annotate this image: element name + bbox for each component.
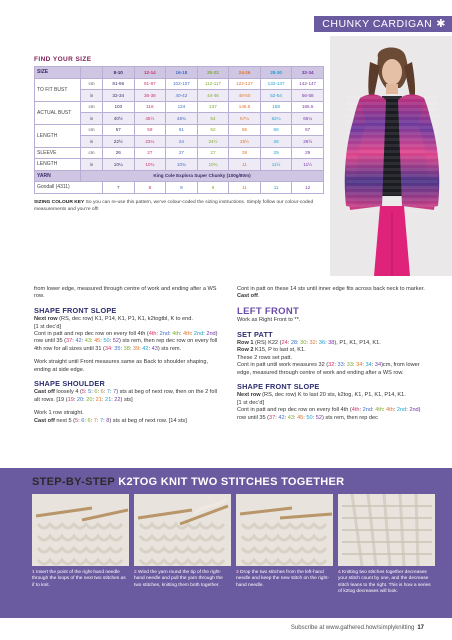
unit-cell: in <box>81 136 103 148</box>
size-value: 2nd <box>159 331 169 338</box>
size-table-heading: FIND YOUR SIZE <box>34 56 92 63</box>
value-cell: 10¼ <box>103 159 135 171</box>
size-value: 6 <box>94 389 98 396</box>
unit-cell: cm <box>81 78 103 90</box>
step-number: 4 <box>338 570 341 575</box>
value-cell: 59 <box>134 124 166 136</box>
instruction-text: K15, P to last st, K1. <box>253 347 306 354</box>
row-label: Row 1 <box>237 340 254 347</box>
size-value: 34 <box>365 362 372 369</box>
size-value: 4th <box>375 407 383 414</box>
size-value: 20 <box>76 396 84 403</box>
size-value: 32 <box>328 362 335 369</box>
value-cell: 158 <box>260 101 292 113</box>
size-value: 34 <box>104 345 112 352</box>
paragraph: Work 1 row straight. Cast off next 5 (5: 6: 6: 7: 7: 8) sts at beg of next row. [14 sts] <box>34 410 187 424</box>
size-value: 19 <box>67 396 74 403</box>
value-cell: 65¼ <box>292 113 324 125</box>
size-value: 5 <box>75 417 79 424</box>
value-cell: 24½ <box>197 136 229 148</box>
sizing-colour-key <box>34 199 319 213</box>
value-cell: 24 <box>166 136 198 148</box>
value-cell: 116 <box>134 101 166 113</box>
value-cell: 62¼ <box>260 113 292 125</box>
step-title-prefix: STEP-BY-STEP <box>32 476 115 488</box>
size-value: 5 <box>88 389 92 396</box>
size-value: 6 <box>87 417 91 424</box>
divider <box>0 278 452 286</box>
size-value: 42 <box>142 345 149 352</box>
yarn-quantity-cell: 7 <box>103 182 135 194</box>
value-cell: 57 <box>103 124 135 136</box>
size-header-row <box>35 67 324 79</box>
value-cell: 122-127 <box>229 78 261 90</box>
value-cell: 65 <box>229 124 261 136</box>
size-value: 35 <box>114 345 121 352</box>
step-caption <box>32 570 129 589</box>
size-value: 20 <box>86 396 93 403</box>
value-cell: 40½ <box>103 113 135 125</box>
table-row <box>35 124 324 136</box>
size-header-cell: 20-22 <box>197 67 229 79</box>
size-value: 2nd <box>362 407 372 414</box>
size-value: 39 <box>132 345 140 352</box>
instruction-text: ) sts rem, then rep dec <box>321 414 378 421</box>
size-value: 22 <box>114 396 121 403</box>
instruction-text: loosely 4 ( <box>54 389 82 396</box>
value-cell: 124 <box>166 101 198 113</box>
step-4-photo <box>338 494 435 566</box>
unit-cell: cm <box>81 101 103 113</box>
value-cell: 103 <box>103 101 135 113</box>
size-value: 2nd <box>206 331 216 338</box>
size-value: 50 <box>103 338 110 345</box>
value-cell: 44-46 <box>197 90 229 102</box>
row-label: Next row <box>34 316 58 323</box>
step-number: 3 <box>236 570 239 575</box>
size-value: 32 <box>309 340 316 347</box>
size-header-cell: SIZE <box>35 67 81 79</box>
unit-cell: in <box>81 113 103 125</box>
size-value: 21 <box>104 396 112 403</box>
size-value: 7 <box>99 417 104 424</box>
yarn-quantity-cell: 9 <box>197 182 229 194</box>
paragraph: Row 1 (RS) K22 (24: 28: 30: 32: 36: 38), P1, K1, P14, K1. Row 2 K15, P to last st, K1. These 2 rows set patt. Cont in patt until work measures 32 (32: 33: 33: 34: 34: 34)cm, from lower edge, measured through centre of work and ending after a WS row. <box>237 340 420 376</box>
yarn-quantity-cell: 11 <box>229 182 261 194</box>
size-value: 33 <box>346 362 354 369</box>
size-value: 42 <box>278 414 285 421</box>
step-caption <box>338 570 435 596</box>
value-cell: 26½ <box>292 136 324 148</box>
row-label: ACTUAL BUST <box>35 101 81 124</box>
value-cell: 27 <box>134 147 166 159</box>
step-1-photo <box>32 494 129 566</box>
size-header-cell: 24-26 <box>229 67 261 79</box>
step-caption <box>134 570 231 589</box>
step-4 <box>338 494 435 614</box>
value-cell: 11½ <box>260 159 292 171</box>
size-value: 52 <box>112 338 119 345</box>
instruction-text: ) sts at beg of next row. [14 sts] <box>109 417 187 424</box>
value-cell: 45½ <box>134 113 166 125</box>
step-by-step-title <box>32 476 344 488</box>
knitting-photo-illustration <box>236 494 333 566</box>
value-cell: 54 <box>197 113 229 125</box>
size-value: 30 <box>300 340 307 347</box>
knitting-photo-illustration <box>134 494 231 566</box>
instruction-text: ) sts] <box>120 396 133 403</box>
subscribe-link[interactable]: Subscribe at www.gathered.how/simplyknitting <box>290 625 415 631</box>
instruction-text: (RS, dec row) K1, P14, K1, P1, K1, k2togtbl, K to end. <box>57 316 193 323</box>
yarn-quantity-cell: 12 <box>292 182 324 194</box>
size-value: 6 <box>100 389 104 396</box>
yarn-name: King Cole Explora Super Chunky (100g/80m) <box>81 170 324 182</box>
table-row <box>35 147 324 159</box>
value-cell: 26 <box>260 136 292 148</box>
size-value: 2nd <box>193 331 204 338</box>
paragraph: Next row (RS, dec row) K to last 20 sts, k2tog, K1, P1, K1, P14, K1. [1 st dec’d] Cont in patt and rep dec row on every foll 4th (4th: 2nd: 4th: 4th: 2nd: 2nd) row until 35 (37: 42: 43: 45: 50: 52) sts rem, then rep dec <box>237 392 421 421</box>
size-value: 24 <box>281 340 288 347</box>
unit-cell: in <box>81 90 103 102</box>
value-cell: 62 <box>197 124 229 136</box>
value-cell: 56-58 <box>292 90 324 102</box>
instruction-text: ) sts rem. <box>157 345 182 352</box>
size-table <box>34 66 324 194</box>
value-cell: 165.5 <box>292 101 324 113</box>
value-cell: 32-34 <box>103 90 135 102</box>
row-label: Cast off <box>34 389 55 396</box>
size-value: 4th <box>182 331 191 338</box>
value-cell: 91-97 <box>134 78 166 90</box>
instruction-text: Cont in patt on these 14 sts until inner edge fits across back neck to marker. <box>237 286 425 292</box>
row-label: Cast off <box>237 293 258 300</box>
instruction-text: )cm, from lower edge, measured through centre of work and ending after a WS row. <box>237 362 420 376</box>
instruction-text: Work 1 row straight. <box>34 410 84 417</box>
size-value: 50 <box>306 414 313 421</box>
step-number: 1 <box>32 570 35 575</box>
knitting-photo-illustration <box>32 494 129 566</box>
size-value: 33 <box>337 362 344 369</box>
value-cell: 11½ <box>292 159 324 171</box>
page-title: CHUNKY CARDIGAN <box>322 18 433 30</box>
value-cell: 36-38 <box>134 90 166 102</box>
step-by-step-panel <box>0 468 452 618</box>
instruction-text: These 2 rows set patt. <box>237 354 293 361</box>
value-cell: 10¾ <box>197 159 229 171</box>
step-number: 2 <box>134 570 137 575</box>
paragraph: Cast off loosely 4 (5: 5: 6: 6: 7: 7) sts at beg of next row, then on the 2 foll alt rows. [19 (19: 20: 20: 21: 21: 22) sts] <box>34 389 217 403</box>
value-cell: 10¾ <box>134 159 166 171</box>
yarn-shade: Goodall (4311) <box>35 182 103 194</box>
size-value: 34 <box>356 362 363 369</box>
step-2-photo <box>134 494 231 566</box>
row-label: LENGTH <box>35 159 81 171</box>
value-cell: 40-42 <box>166 90 198 102</box>
key-text: So you can re-use this pattern, we’ve colour-coded the sizing instructions. Simply follow our colour-coded measurements and you’re off! <box>34 199 314 212</box>
table-row <box>35 78 324 90</box>
step-3 <box>236 494 333 614</box>
size-value: 7 <box>93 417 97 424</box>
yarn-quantity-row <box>35 182 324 194</box>
size-value: 45 <box>297 414 304 421</box>
model-photo-illustration <box>330 36 452 276</box>
value-cell: 52-54 <box>260 90 292 102</box>
instruction-text: ) sts rem, then rep dec row on every foll 4th row for all sizes until 31 ( <box>34 338 218 352</box>
paragraph: Work straight until Front measures same as Back to shoulder shaping, ending at side edge. <box>34 359 209 373</box>
instruction-text: [1 st dec’d] <box>34 323 62 330</box>
size-header-cell: 12-14 <box>134 67 166 79</box>
row-label: LENGTH <box>35 124 81 147</box>
star-icon: ✱ <box>436 18 446 30</box>
step-text: Drop the two stitches from the left-hand needle and keep the new stitch on the right-hand needle. <box>236 570 330 588</box>
pattern-column-left <box>34 286 224 425</box>
value-cell: 25½ <box>229 136 261 148</box>
value-cell: 48-50 <box>229 90 261 102</box>
yarn-label: YARN <box>35 170 81 182</box>
size-value: 52 <box>315 414 322 421</box>
size-table-section <box>34 56 324 213</box>
value-cell: 11 <box>229 159 261 171</box>
section-heading: SHAPE FRONT SLOPE <box>237 382 320 392</box>
size-header-cell <box>81 67 103 79</box>
size-value: 43 <box>84 338 91 345</box>
row-label: SLEEVE <box>35 147 81 159</box>
size-value: 8 <box>106 417 110 424</box>
step-text: Insert the point of the right-hand needle through the loops of the next two stitches as if to knit. <box>32 570 126 588</box>
value-cell: 67 <box>292 124 324 136</box>
step-1 <box>32 494 129 614</box>
value-cell: 132-137 <box>260 78 292 90</box>
row-label: Cast off <box>34 417 55 424</box>
value-cell: 29 <box>292 147 324 159</box>
yarn-quantity-cell: 8 <box>134 182 166 194</box>
size-value: 28 <box>290 340 298 347</box>
instruction-text: Cont in patt until work measures 32 ( <box>237 362 329 369</box>
yarn-quantity-cell: 9 <box>166 182 198 194</box>
instruction-text: Cont in patt and rep dec row on every foll 4th ( <box>34 331 149 338</box>
size-header-cell: 28-30 <box>260 67 292 79</box>
size-value: 4th <box>351 407 360 414</box>
unit-cell: cm <box>81 124 103 136</box>
value-cell: 27 <box>166 147 198 159</box>
size-header-cell: 16-18 <box>166 67 198 79</box>
unit-cell: in <box>81 159 103 171</box>
instruction-text: ) row until 35 ( <box>34 331 218 345</box>
size-value: 21 <box>95 396 102 403</box>
table-row <box>35 159 324 171</box>
size-value: 37 <box>269 414 276 421</box>
instruction-text: (RS, dec row) K to last 20 sts, k2tog, K1, P1, K1, P14, K1. <box>260 392 406 399</box>
instruction-text: ) sts at beg of next row, then on the 2 foll alt rows. [19 ( <box>34 389 217 403</box>
footer-line <box>291 625 424 631</box>
size-value: 43 <box>287 414 294 421</box>
page-footer <box>0 618 452 640</box>
paragraph: Next row (RS, dec row) K1, P14, K1, P1, K1, k2togtbl, K to end. [1 st dec’d] Cont in patt and rep dec row on every foll 4th (4th: 2nd: 4th: 4th: 2nd: 2nd) row until 35 (37: 42: 43: 45: 50: 52) sts rem, then rep dec row on every foll 4th row for all sizes until 31 (34: 35: 38: 39: 42: 43) sts rem. <box>34 316 218 352</box>
size-value: 45 <box>94 338 101 345</box>
unit-cell: cm <box>81 147 103 159</box>
section-heading: SHAPE FRONT SLOPE <box>34 305 117 315</box>
value-cell: 66 <box>260 124 292 136</box>
value-cell: 145.5 <box>229 101 261 113</box>
size-value: 4th <box>172 331 180 338</box>
paragraph: Cont in patt on these 14 sts until inner edge fits across back neck to marker. Cast off. <box>237 286 425 300</box>
size-value: 36 <box>318 340 326 347</box>
paragraph: Work as Right Front to **. <box>237 317 301 324</box>
value-cell: 10¾ <box>166 159 198 171</box>
section-heading-large: LEFT FRONT <box>237 305 300 317</box>
value-cell: 61 <box>166 124 198 136</box>
size-value: 5 <box>81 389 86 396</box>
yarn-quantity-cell: 11 <box>260 182 292 194</box>
key-label: SIZING COLOUR KEY <box>34 199 85 205</box>
size-header-cell: 32-34 <box>292 67 324 79</box>
value-cell: 26 <box>103 147 135 159</box>
step-caption <box>236 570 333 589</box>
pattern-column-right <box>237 286 429 422</box>
size-value: 7 <box>113 389 117 396</box>
size-value: 6 <box>81 417 85 424</box>
size-value: 43 <box>151 345 158 352</box>
size-header-cell: 8-10 <box>103 67 135 79</box>
yarn-header-row <box>35 170 324 182</box>
instruction-text: next 5 ( <box>54 417 76 424</box>
instruction-text: Cont in patt and rep dec row on every foll 4th ( <box>237 407 352 414</box>
instruction-text: ), P1, K1, P14, K1. <box>334 340 381 347</box>
instruction-text: ) row until 35 ( <box>237 407 421 421</box>
page-title-tag <box>314 16 452 32</box>
section-heading: SET PATT <box>237 329 273 339</box>
step-3-photo <box>236 494 333 566</box>
size-value: 2nd <box>409 407 419 414</box>
value-cell: 28 <box>229 147 261 159</box>
value-cell: 57¼ <box>229 113 261 125</box>
value-cell: 81-86 <box>103 78 135 90</box>
value-cell: 23¼ <box>134 136 166 148</box>
step-2 <box>134 494 231 614</box>
size-value: 38 <box>123 345 130 352</box>
page-number: 17 <box>417 625 424 631</box>
instruction-text: [1 st dec’d] <box>237 399 265 406</box>
size-value: 34 <box>374 362 382 369</box>
value-cell: 102-107 <box>166 78 198 90</box>
size-value: 7 <box>106 389 110 396</box>
step-text: Knitting two stitches together decreases your stitch count by one, and the decrease stitch leans to the right. This is how a series of k2tog decreases will look. <box>338 570 431 595</box>
paragraph: from lower edge, measured through centre of work and ending after a WS row. <box>34 286 217 300</box>
table-row <box>35 101 324 113</box>
value-cell: 22½ <box>103 136 135 148</box>
step-text: Wind the yarn round the tip of the right-hand needle and pull the yarn through the two stitches, knitting them both together. <box>134 570 223 588</box>
size-value: 38 <box>328 340 335 347</box>
size-value: 37 <box>66 338 73 345</box>
size-value: 4th <box>148 331 157 338</box>
row-label: Row 2 <box>237 347 254 354</box>
knitting-photo-illustration <box>338 494 435 566</box>
value-cell: 137 <box>197 101 229 113</box>
model-photo <box>330 36 452 276</box>
instruction-text: (RS) K22 ( <box>253 340 282 347</box>
row-label: Next row <box>237 392 261 399</box>
value-cell: 112-117 <box>197 78 229 90</box>
value-cell: 27 <box>197 147 229 159</box>
row-label: TO FIT BUST <box>35 78 81 101</box>
size-value: 42 <box>75 338 82 345</box>
size-value: 4th <box>385 407 394 414</box>
size-value: 2nd <box>396 407 407 414</box>
step-title-main: K2TOG KNIT TWO STITCHES TOGETHER <box>118 476 345 488</box>
section-heading: SHAPE SHOULDER <box>34 379 105 389</box>
value-cell: 48¾ <box>166 113 198 125</box>
value-cell: 142-147 <box>292 78 324 90</box>
value-cell: 29 <box>260 147 292 159</box>
